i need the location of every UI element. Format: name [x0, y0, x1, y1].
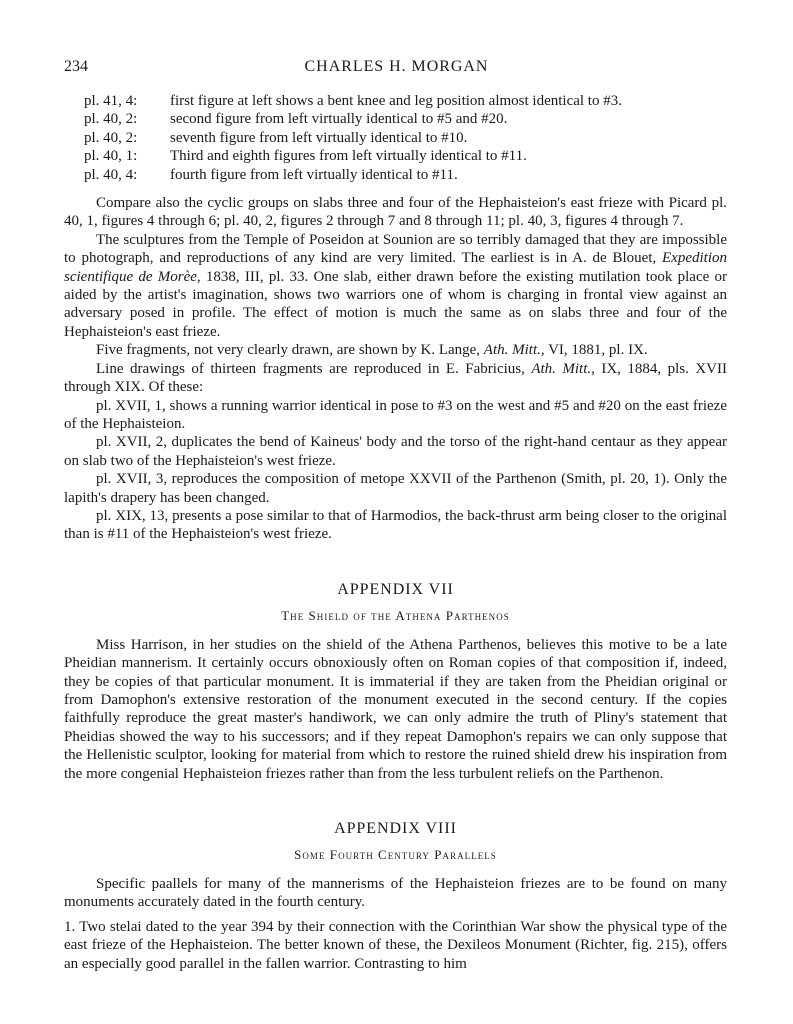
paragraph-lange [64, 341, 727, 359]
paragraph-plate-xix-13: pl. XIX, 13, presents a pose similar to that of Harmodios, the back-thrust arm being closer to the original than is #11 of the Hephaisteion's west frieze. [64, 507, 727, 543]
appendix-viii-subtitle: Some Fourth Century Parallels [294, 847, 497, 862]
text-run: IX, 1884, pls. XVII through XIX. Of these: [64, 360, 727, 396]
text-run: Line drawings of thirteen fragments are reproduced in E. Fabricius, [96, 360, 532, 377]
italic-title: Expedition scientifique de Morèe, [64, 250, 727, 285]
plate-reference-label: pl. 40, 2: [84, 111, 138, 128]
plate-reference [84, 147, 727, 165]
plate-reference-label: pl. 40, 1: [84, 148, 138, 165]
plate-reference-list [84, 92, 727, 184]
text-run: Five fragments, not very clearly drawn, are shown by K. Lange, [96, 342, 484, 359]
plate-reference [84, 166, 727, 184]
text-run: The sculptures from the Temple of Poseidon at Sounion are so terribly damaged that they are impossible to photograph, and reproductions of any kind are very limited. The earliest is in A. de Blouet, [64, 231, 727, 267]
paragraph-compare: Compare also the cyclic groups on slabs three and four of the Hephaisteion's east frieze with Picard pl. 40, 1, figures 4 through 6; pl. 40, 2, figures 2 through 7 and 8 through 11; pl. 40, 3, figures 4 through 7. [64, 195, 727, 230]
plate-reference-label: pl. 41, 4: [84, 93, 138, 109]
page-number: 234 [64, 58, 88, 75]
plate-reference-text: Third and eighth figures from left virtually identical to #11. [170, 148, 527, 165]
paragraph-sounion [64, 231, 727, 341]
plate-reference-text: first figure at left shows a bent knee and leg position almost identical to #3. [170, 93, 622, 109]
plate-reference [84, 110, 727, 128]
appendix-vii-text: Miss Harrison, in her studies on the shield of the Athena Parthenos, believes this motive to be a late Pheidian mannerism. It certainly occurs obnoxiously often on Roman copies of that composition if, indeed, they be copies of that particular monument. It is immaterial if they are taken from the Pheidian original or from Damophon's extensive restoration of the monument executed in the second century. If the copies faithfully reproduce the great master's handiwork, we can only admire the truth of Pliny's statement that Pheidias showed the way to his successors; and if they repeat Damophon's repairs we can only suppose that the Hellenistic sculptor, looking for material from which to restore the ruined shield drew his inspiration from the more congenial Hephaisteion friezes rather than from the less turbulent reliefs on the Parthenon. [64, 636, 727, 782]
appendix-viii-title: APPENDIX VIII [334, 820, 457, 837]
plate-reference-text: seventh figure from left virtually identical to #10. [170, 129, 468, 146]
italic-title: Ath. Mitt., [483, 342, 545, 359]
appendix-vii-title: APPENDIX VII [337, 580, 454, 598]
plate-reference-text: second figure from left virtually identical to #5 and #20. [170, 111, 508, 128]
plate-reference-label: pl. 40, 2: [84, 129, 138, 146]
plate-reference-label: pl. 40, 4: [84, 166, 138, 183]
appendix-viii-intro: Specific paallels for many of the mannerisms of the Hephaisteion friezes are to be found on many monuments accurately dated in the fourth century. [64, 876, 727, 911]
paragraph-plate-xvii-2: pl. XVII, 2, duplicates the bend of Kaineus' body and the torso of the right-hand centaur as they appear on slab two of the Hephaisteion's west frieze. [64, 434, 727, 469]
paragraph-plate-xvii-3: pl. XVII, 3, reproduces the composition of metope XXVII of the Parthenon (Smith, pl. 20, 1). Only the lapith's drapery has been changed. [64, 471, 727, 506]
appendix-viii-item-1: 1. Two stelai dated to the year 394 by their connection with the Corinthian War show the physical type of the east frieze of the Hephaisteion. The better known of these, the Dexileos Monument (Richter, fig. 215), offers an especially good parallel in the fallen warrior. Contrasting to him [64, 918, 727, 972]
plate-reference-text: fourth figure from left virtually identical to #11. [170, 166, 458, 183]
text-run: VI, 1881, pl. IX. [544, 342, 648, 359]
paragraph-plate-xvii-1: pl. XVII, 1, shows a running warrior identical in pose to #3 on the west and #5 and #20 on the east frieze of the Hephaisteion. [64, 397, 727, 432]
running-head: CHARLES H. MORGAN [304, 58, 489, 75]
paragraph-fabricius [64, 360, 727, 397]
plate-reference [84, 92, 727, 110]
appendix-vii-subtitle: The Shield of the Athena Parthenos [281, 607, 510, 623]
text-run: 1838, III, pl. 33. One slab, either drawn before the existing mutilation took place or aided by the artist's imagination, shows two warriors one of whom is charging in frontal view against an adversary posed in profile. The effect of motion is much the same as on slabs three and four of the Hephaisteion's east frieze. [64, 268, 727, 340]
page-body [64, 92, 727, 973]
plate-reference [84, 129, 727, 147]
page-header [64, 58, 729, 80]
italic-title: Ath. Mitt., [531, 360, 595, 377]
